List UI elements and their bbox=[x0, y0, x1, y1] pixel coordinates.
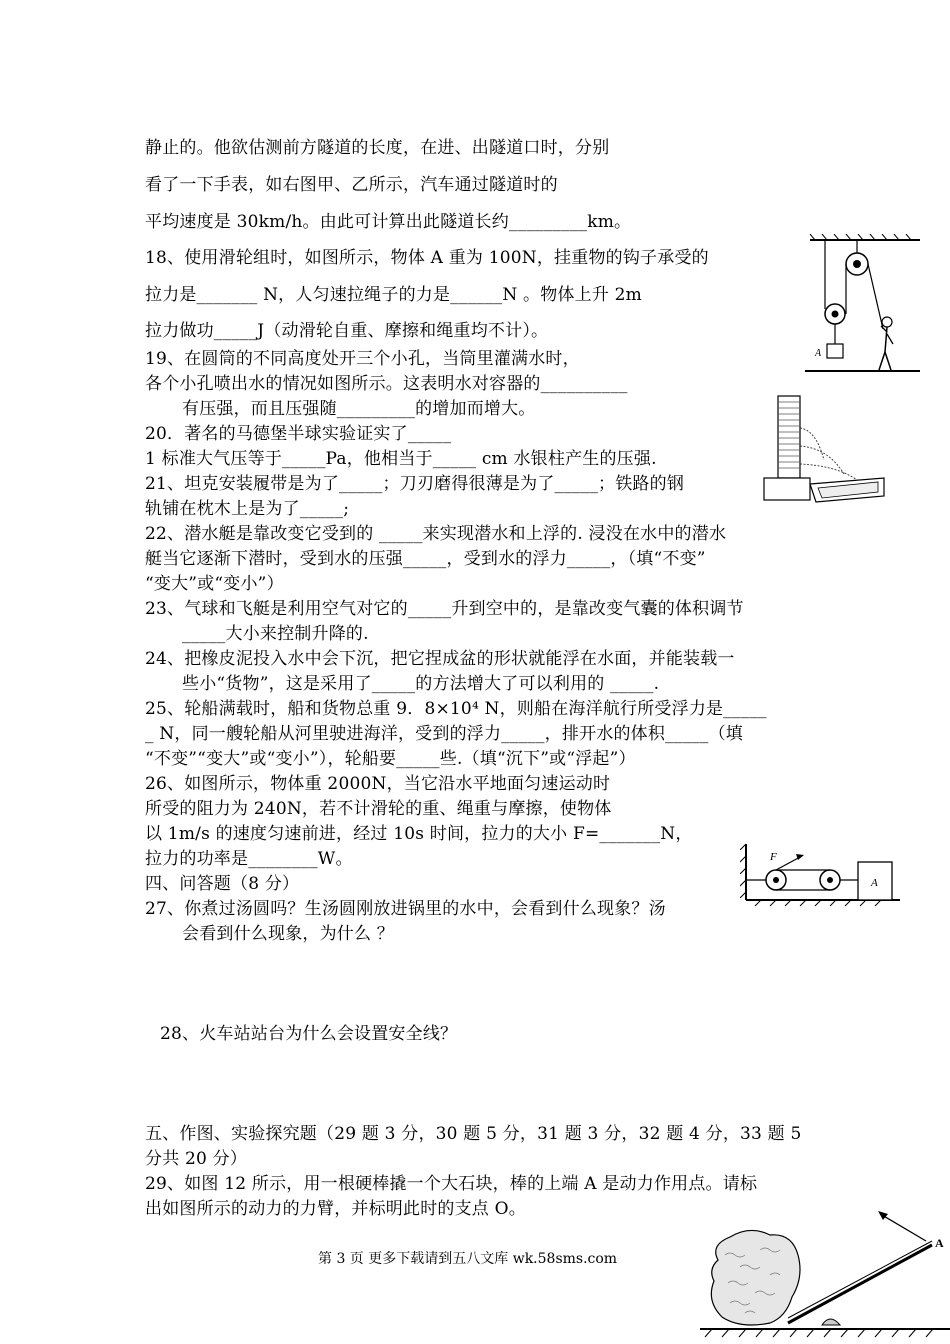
question-23: 23、气球和飞艇是利用空气对它的_____升到空中的，是靠改变气囊的体积调节 bbox=[145, 599, 744, 619]
text-line: 艇当它逐渐下潜时，受到水的压强_____，受到水的浮力_____，（填“不变” bbox=[145, 549, 706, 569]
text-line: 平均速度是 30km/h。由此可计算出此隧道长约_________km。 bbox=[145, 212, 632, 232]
force-label-f: F bbox=[770, 851, 777, 863]
text-line: 拉力的功率是________W。 bbox=[145, 849, 353, 869]
section-heading-5: 五、作图、实验探究题（29 题 3 分，30 题 5 分，31 题 3 分，32 题 4 分，33 题 5 bbox=[145, 1124, 802, 1144]
text-line: “变大”或“变小”） bbox=[145, 574, 284, 594]
text-line: 有压强，而且压强随_________的增加而增大。 bbox=[182, 399, 536, 419]
question-22: 22、潜水艇是靠改变它受到的 _____来实现潜水和上浮的. 浸没在水中的潜水 bbox=[145, 524, 727, 544]
text-line: 所受的阻力为 240N，若不计滑轮的重、绳重与摩擦，使物体 bbox=[145, 799, 612, 819]
question-24: 24、把橡皮泥投入水中会下沉，把它捏成盆的形状就能浮在水面，并能装载一 bbox=[145, 649, 735, 669]
text-line: 出如图所示的动力的力臂，并标明此时的支点 O。 bbox=[145, 1199, 526, 1219]
text-line: 以 1m/s 的速度匀速前进，经过 10s 时间，拉力的大小 F=_______N， bbox=[145, 824, 693, 844]
text-line: 些小“货物”，这是采用了_____的方法增大了可以利用的 _____. bbox=[182, 674, 660, 694]
text-line: 各个小孔喷出水的情况如图所示。这表明水对容器的__________ bbox=[145, 374, 628, 394]
text-line: _____大小来控制升降的. bbox=[182, 624, 369, 644]
text-line: 拉力是_______ N，人匀速拉绳子的力是______N 。物体上升 2m bbox=[145, 285, 642, 305]
text-line: 拉力做功_____J（动滑轮自重、摩擦和绳重均不计）。 bbox=[145, 321, 549, 341]
text-line: 1 标准大气压等于_____Pa，他相当于_____ cm 水银柱产生的压强. bbox=[145, 449, 657, 469]
question-27: 27、你煮过汤圆吗？生汤圆刚放进锅里的水中，会看到什么现象？汤 bbox=[145, 899, 666, 919]
question-19: 19、在圆筒的不同高度处开三个小孔，当筒里灌满水时， bbox=[145, 349, 580, 369]
block-label-a: A bbox=[871, 877, 878, 889]
text-line: _ N，同一艘轮船从河里驶进海洋，受到的浮力_____，排开水的体积_____（填 bbox=[145, 724, 743, 744]
question-18: 18、使用滑轮组时，如图所示，物体 A 重为 100N，挂重物的钩子承受的 bbox=[145, 248, 709, 268]
text-line: “不变”“变大”或“变小”），轮船要_____些.（填“沉下”或“浮起”） bbox=[145, 749, 636, 769]
question-28: 28、火车站站台为什么会设置安全线？ bbox=[160, 1024, 458, 1044]
horizontal-pulley-figure bbox=[740, 840, 910, 910]
pulley-label-a: A bbox=[815, 348, 822, 359]
text-line: 会看到什么现象，为什么 ？ bbox=[182, 924, 395, 944]
question-21: 21、坦克安装履带是为了_____；刀刃磨得很薄是为了_____；铁路的钢 bbox=[145, 474, 685, 494]
lever-point-label-a: A bbox=[935, 1236, 944, 1250]
section-heading-4: 四、问答题（8 分） bbox=[145, 874, 300, 894]
pulley-figure bbox=[805, 234, 925, 382]
text-line: 轨铺在枕木上是为了_____; bbox=[145, 499, 350, 519]
lever-rock-figure bbox=[700, 1205, 950, 1344]
question-20: 20．著名的马德堡半球实验证实了_____ bbox=[145, 424, 452, 444]
text-line: 看了一下手表，如右图甲、乙所示，汽车通过隧道时的 bbox=[145, 175, 558, 195]
text-line: 分共 20 分） bbox=[145, 1149, 248, 1169]
water-cylinder-figure bbox=[758, 388, 890, 508]
page-footer: 第 3 页 更多下载请到五八文库 wk.58sms.com bbox=[318, 1251, 618, 1267]
question-25: 25、轮船满载时，船和货物总重 9．8×10⁴ N，则船在海洋航行所受浮力是_____ bbox=[145, 699, 767, 719]
question-29: 29、如图 12 所示，用一根硬棒撬一个大石块，棒的上端 A 是动力作用点。请标 bbox=[145, 1174, 758, 1194]
text-line: 静止的。他欲估测前方隧道的长度，在进、出隧道口时，分别 bbox=[145, 138, 610, 158]
question-26: 26、如图所示，物体重 2000N，当它沿水平地面匀速运动时 bbox=[145, 774, 611, 794]
